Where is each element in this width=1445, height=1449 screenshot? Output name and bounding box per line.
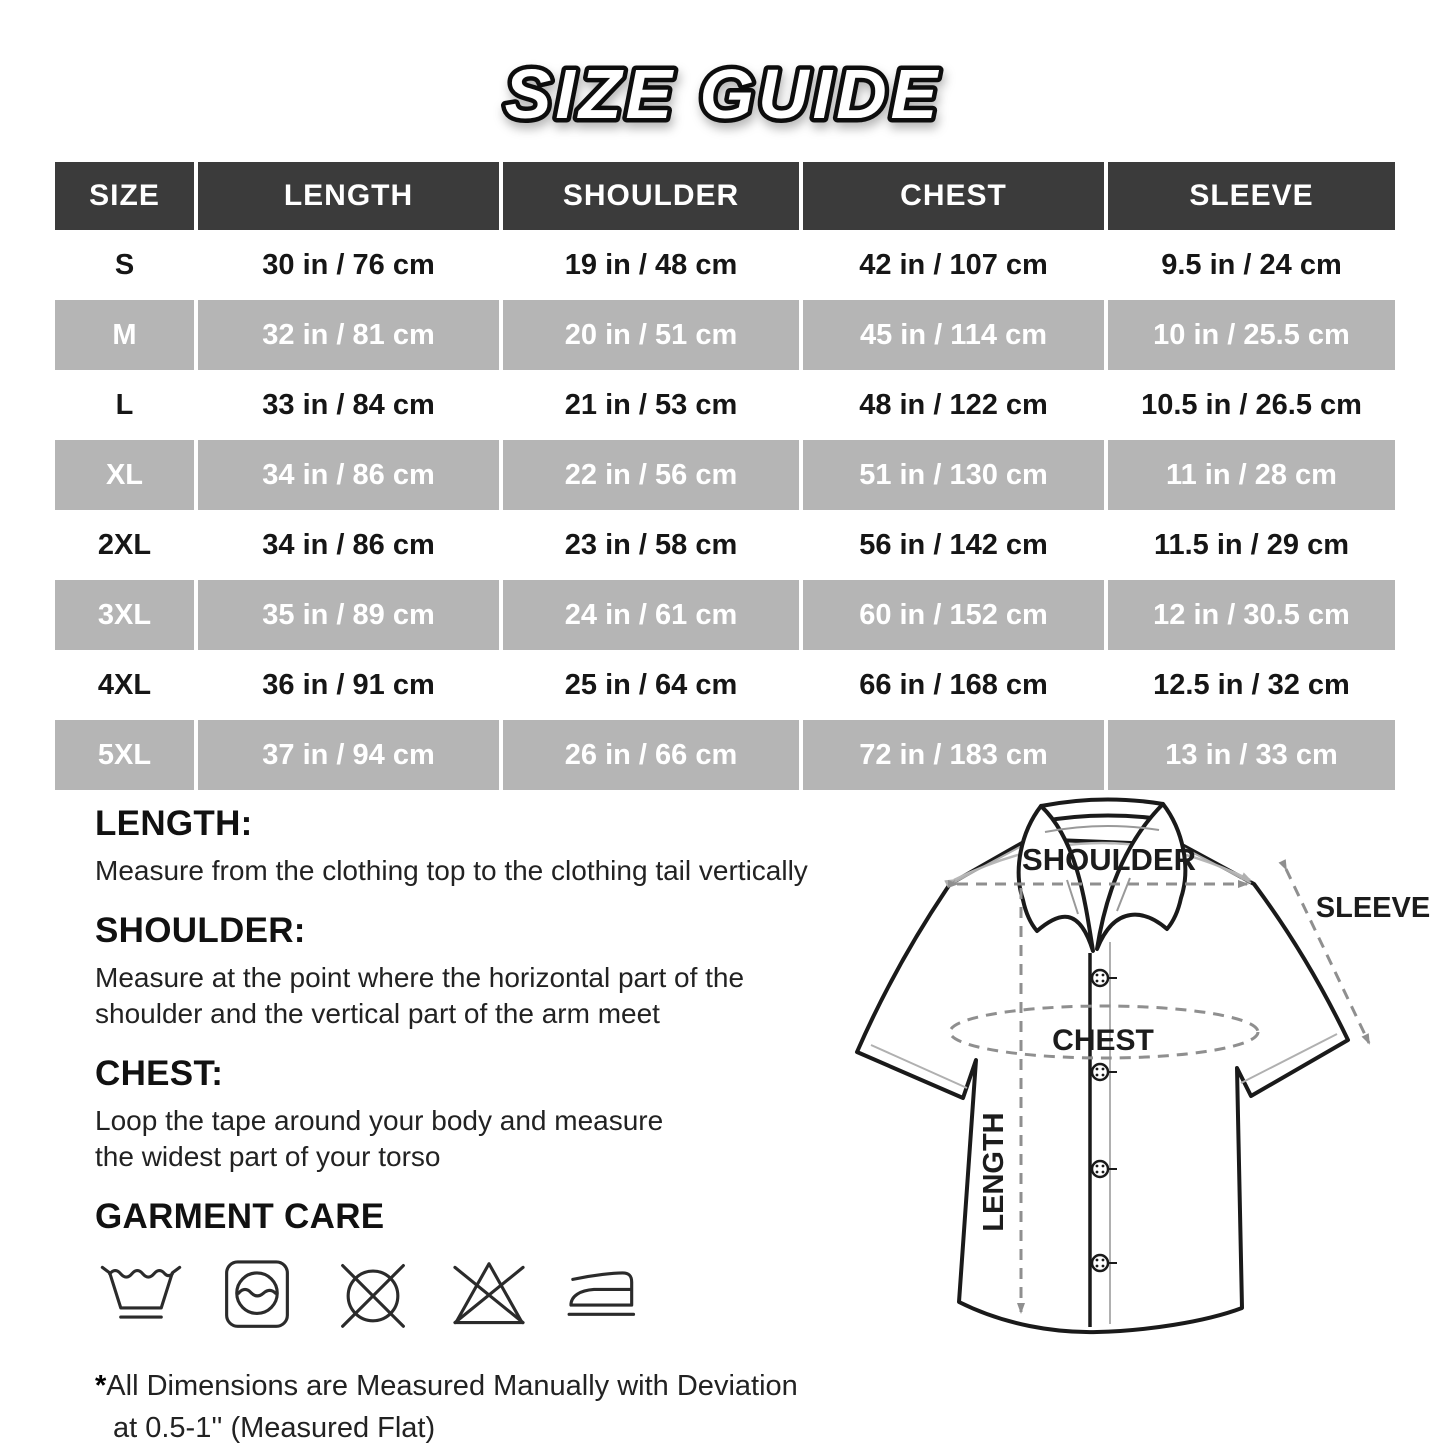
- table-row: [55, 300, 1395, 370]
- length-label: LENGTH: [978, 1112, 1010, 1232]
- cell-length: 35 in / 89 cm: [198, 580, 503, 650]
- measure-instructions: [95, 804, 865, 1449]
- cell-length: 37 in / 94 cm: [198, 720, 503, 790]
- cell-sleeve: 11 in / 28 cm: [1108, 440, 1395, 510]
- footnote-star: *: [95, 1370, 107, 1402]
- cell-chest: 48 in / 122 cm: [803, 370, 1108, 440]
- iron-icon: [559, 1249, 651, 1341]
- cell-chest: 66 in / 168 cm: [803, 650, 1108, 720]
- table-row: [55, 440, 1395, 510]
- footnote-line2: at 0.5-1'' (Measured Flat): [113, 1412, 436, 1444]
- machine-wash-icon: [211, 1249, 303, 1341]
- cell-chest: 42 in / 107 cm: [803, 230, 1108, 300]
- table-row: [55, 230, 1395, 300]
- header-length: LENGTH: [198, 162, 503, 230]
- cell-length: 33 in / 84 cm: [198, 370, 503, 440]
- cell-size: 2XL: [55, 510, 198, 580]
- table-row: [55, 650, 1395, 720]
- cell-length: 34 in / 86 cm: [198, 510, 503, 580]
- cell-chest: 56 in / 142 cm: [803, 510, 1108, 580]
- page-title-text: SIZE GUIDE: [504, 55, 941, 133]
- chest-heading: CHEST:: [95, 1054, 224, 1093]
- cell-length: 30 in / 76 cm: [198, 230, 503, 300]
- cell-sleeve: 10 in / 25.5 cm: [1108, 300, 1395, 370]
- cell-size: S: [55, 230, 198, 300]
- do-not-bleach-icon: [443, 1249, 535, 1341]
- shoulder-text: Measure at the point where the horizontal part of the: [95, 962, 745, 993]
- garment-care-icons: [95, 1249, 865, 1341]
- cell-shoulder: 20 in / 51 cm: [503, 300, 803, 370]
- length-heading: LENGTH:: [95, 804, 253, 843]
- cell-length: 32 in / 81 cm: [198, 300, 503, 370]
- cell-chest: 45 in / 114 cm: [803, 300, 1108, 370]
- cell-shoulder: 23 in / 58 cm: [503, 510, 803, 580]
- header-chest: CHEST: [803, 162, 1108, 230]
- cell-size: M: [55, 300, 198, 370]
- shoulder-label: SHOULDER: [1022, 842, 1196, 877]
- size-guide-title-art: [403, 38, 1043, 150]
- cell-chest: 72 in / 183 cm: [803, 720, 1108, 790]
- header-shoulder: SHOULDER: [503, 162, 803, 230]
- cell-size: 3XL: [55, 580, 198, 650]
- footnote-line1: All Dimensions are Measured Manually with Deviation: [106, 1370, 798, 1402]
- sleeve-label: SLEEVE: [1315, 892, 1431, 924]
- cell-size: 4XL: [55, 650, 198, 720]
- cell-shoulder: 21 in / 53 cm: [503, 370, 803, 440]
- cell-sleeve: 12 in / 30.5 cm: [1108, 580, 1395, 650]
- cell-shoulder: 19 in / 48 cm: [503, 230, 803, 300]
- cell-length: 34 in / 86 cm: [198, 440, 503, 510]
- measurement-footnote: [95, 1365, 865, 1449]
- cell-shoulder: 25 in / 64 cm: [503, 650, 803, 720]
- cell-chest: 51 in / 130 cm: [803, 440, 1108, 510]
- size-table: [55, 162, 1395, 790]
- cell-chest: 60 in / 152 cm: [803, 580, 1108, 650]
- shirt-outline: [857, 799, 1348, 1332]
- page-title: [0, 38, 1445, 155]
- shoulder-heading: SHOULDER:: [95, 911, 306, 950]
- table-row: [55, 510, 1395, 580]
- wash-tub-icon: [95, 1249, 187, 1341]
- table-row: [55, 580, 1395, 650]
- cell-shoulder: 26 in / 66 cm: [503, 720, 803, 790]
- cell-size: XL: [55, 440, 198, 510]
- garment-care-heading: GARMENT CARE: [95, 1197, 385, 1236]
- cell-sleeve: 13 in / 33 cm: [1108, 720, 1395, 790]
- cell-sleeve: 9.5 in / 24 cm: [1108, 230, 1395, 300]
- table-row: [55, 370, 1395, 440]
- header-size: SIZE: [55, 162, 198, 230]
- cell-shoulder: 22 in / 56 cm: [503, 440, 803, 510]
- header-sleeve: SLEEVE: [1108, 162, 1395, 230]
- chest-label: CHEST: [1052, 1024, 1154, 1057]
- cell-sleeve: 12.5 in / 32 cm: [1108, 650, 1395, 720]
- cell-shoulder: 24 in / 61 cm: [503, 580, 803, 650]
- shirt-diagram-art: [845, 790, 1445, 1350]
- table-row: [55, 720, 1395, 790]
- do-not-dry-clean-icon: [327, 1249, 419, 1341]
- length-text: Measure from the clothing top to the clothing tail vertically: [95, 855, 808, 886]
- shirt-diagram: [845, 790, 1445, 1355]
- chest-text: the widest part of your torso: [95, 1141, 441, 1172]
- shoulder-text: shoulder and the vertical part of the arm meet: [95, 998, 660, 1029]
- chest-text: Loop the tape around your body and measure: [95, 1105, 664, 1136]
- cell-size: 5XL: [55, 720, 198, 790]
- cell-length: 36 in / 91 cm: [198, 650, 503, 720]
- table-header-row: [55, 162, 1395, 230]
- cell-sleeve: 10.5 in / 26.5 cm: [1108, 370, 1395, 440]
- cell-size: L: [55, 370, 198, 440]
- cell-sleeve: 11.5 in / 29 cm: [1108, 510, 1395, 580]
